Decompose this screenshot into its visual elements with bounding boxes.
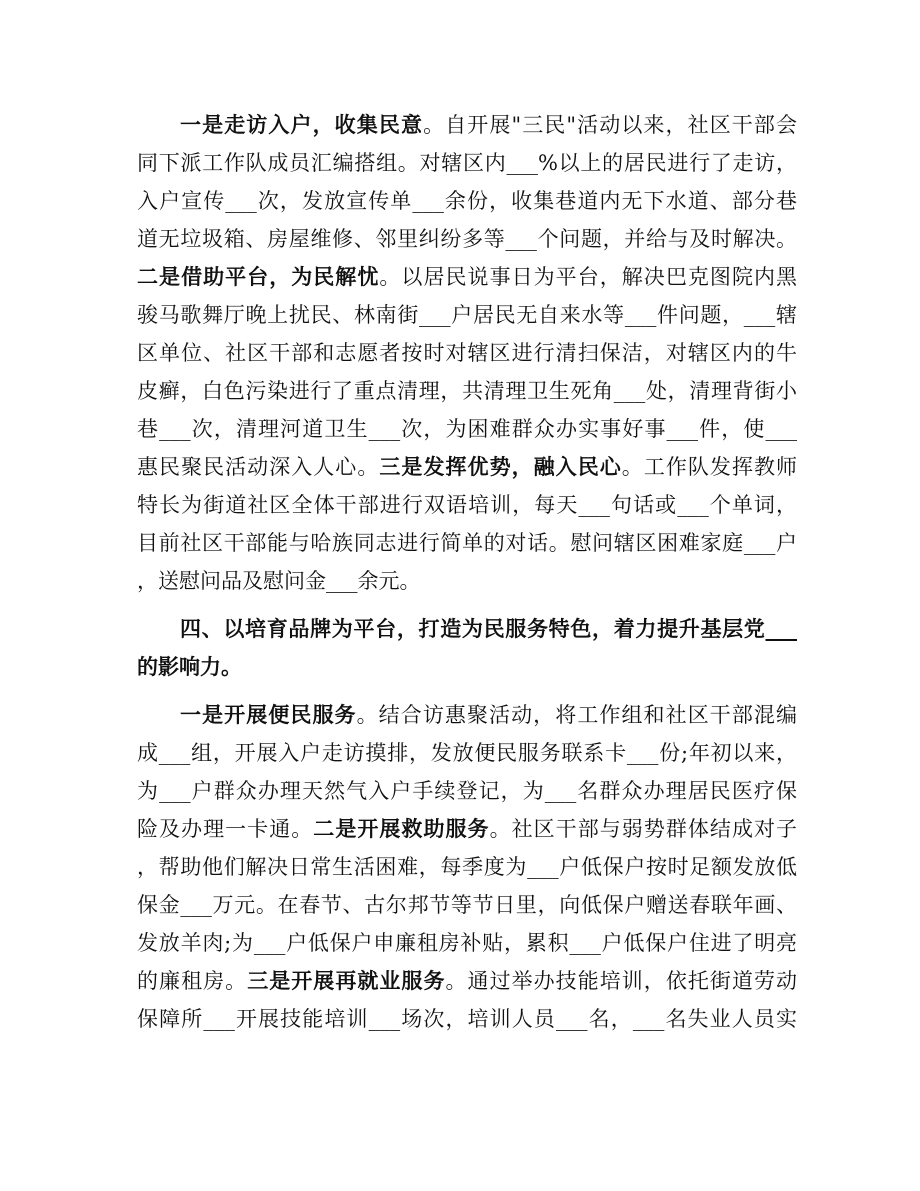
paragraph-line [137, 852, 797, 882]
paragraph-line [137, 566, 797, 596]
paragraph-line [137, 814, 797, 844]
line-text: 骏马歌舞厅晚上扰民、林南街___户居民无自来水等___件问题，___辖 [137, 303, 797, 327]
paragraph-line [137, 148, 797, 178]
bold-heading: 三是发挥优势，融入民心 [379, 455, 622, 479]
section-heading: 的影响力。 [137, 655, 242, 679]
line-text: 目前社区干部能与哈族同志进行简单的对话。慰问辖区困难家庭___户 [137, 531, 797, 555]
paragraph-line [180, 110, 797, 140]
line-text: 区单位、社区干部和志愿者按时对辖区进行清扫保洁，对辖区内的牛 [137, 341, 797, 365]
line-text: 保障所___开展技能培训___场次，培训人员___名，___名失业人员实 [137, 1007, 797, 1031]
paragraph-line [137, 262, 797, 292]
line-text: 入户宣传___次，发放宣传单___余份，收集巷道内无下水道、部分巷 [137, 189, 797, 213]
section-heading-line [137, 652, 797, 682]
paragraph-line [137, 776, 797, 806]
line-text: 。自开展"三民"活动以来，社区干部会 [423, 113, 797, 137]
line-text: 惠民聚民活动深入人心。 [137, 455, 380, 479]
line-text: 巷___次，清理河道卫生___次，为困难群众办实事好事___件，使___ [137, 417, 797, 441]
paragraph-line [137, 738, 797, 768]
line-text: 皮癣，白色污染进行了重点清理，共清理卫生死角___处，清理背街小 [137, 379, 797, 403]
paragraph-line [137, 414, 797, 444]
line-text: 道无垃圾箱、房屋维修、邻里纠纷多等___个问题，并给与及时解决。 [137, 227, 797, 251]
line-text: 保金___万元。在春节、古尔邦节等节日里，向低保户赠送春联年画、 [137, 893, 797, 917]
paragraph-line [137, 376, 797, 406]
bold-heading: 一是走访入户，收集民意 [180, 113, 424, 137]
paragraph-line [137, 528, 797, 558]
line-text: ，送慰问品及慰问金___余元。 [137, 569, 421, 593]
line-text: 发放羊肉;为___户低保户申廉租房补贴，累积___户低保户住进了明亮 [137, 931, 797, 955]
paragraph-line [137, 186, 797, 216]
section-heading: 四、以培育品牌为平台，打造为民服务特色，着力提升基层党___ [180, 617, 797, 641]
paragraph-line [180, 700, 797, 730]
paragraph-line [137, 928, 797, 958]
line-text: 成___组，开展入户走访摸排，发放便民服务联系卡___份;年初以来， [137, 741, 797, 765]
section-heading-line [180, 614, 797, 644]
line-text: 。工作队发挥教师 [621, 455, 797, 479]
line-text: ，帮助他们解决日常生活困难，每季度为___户低保户按时足额发放低 [137, 855, 797, 879]
bold-heading: 二是借助平台，为民解忧 [137, 265, 380, 289]
paragraph-line [137, 490, 797, 520]
paragraph-line [137, 224, 797, 254]
paragraph-line [137, 890, 797, 920]
paragraph-line [137, 300, 797, 330]
line-text: 的廉租房。 [137, 969, 248, 993]
line-text: 。社区干部与弱势群体结成对子 [489, 817, 797, 841]
line-text: 特长为街道社区全体干部进行双语培训，每天___句话或___个单词， [137, 493, 797, 517]
line-text: 。以居民说事日为平台，解决巴克图院内黑 [379, 265, 797, 289]
bold-heading: 一是开展便民服务 [180, 703, 357, 727]
paragraph-line [137, 452, 797, 482]
line-text: 。通过举办技能培训，依托街道劳动 [445, 969, 797, 993]
paragraph-line [137, 966, 797, 996]
line-text: 险及办理一卡通。 [137, 817, 314, 841]
bold-heading: 三是开展再就业服务 [247, 969, 446, 993]
line-text: 。结合访惠聚活动，将工作组和社区干部混编 [356, 703, 797, 727]
bold-heading: 二是开展救助服务 [313, 817, 490, 841]
line-text: 同下派工作队成员汇编搭组。对辖区内___%以上的居民进行了走访， [137, 151, 797, 175]
paragraph-line [137, 338, 797, 368]
paragraph-line [137, 1004, 797, 1034]
line-text: 为___户群众办理天然气入户手续登记，为___名群众办理居民医疗保 [137, 779, 797, 803]
